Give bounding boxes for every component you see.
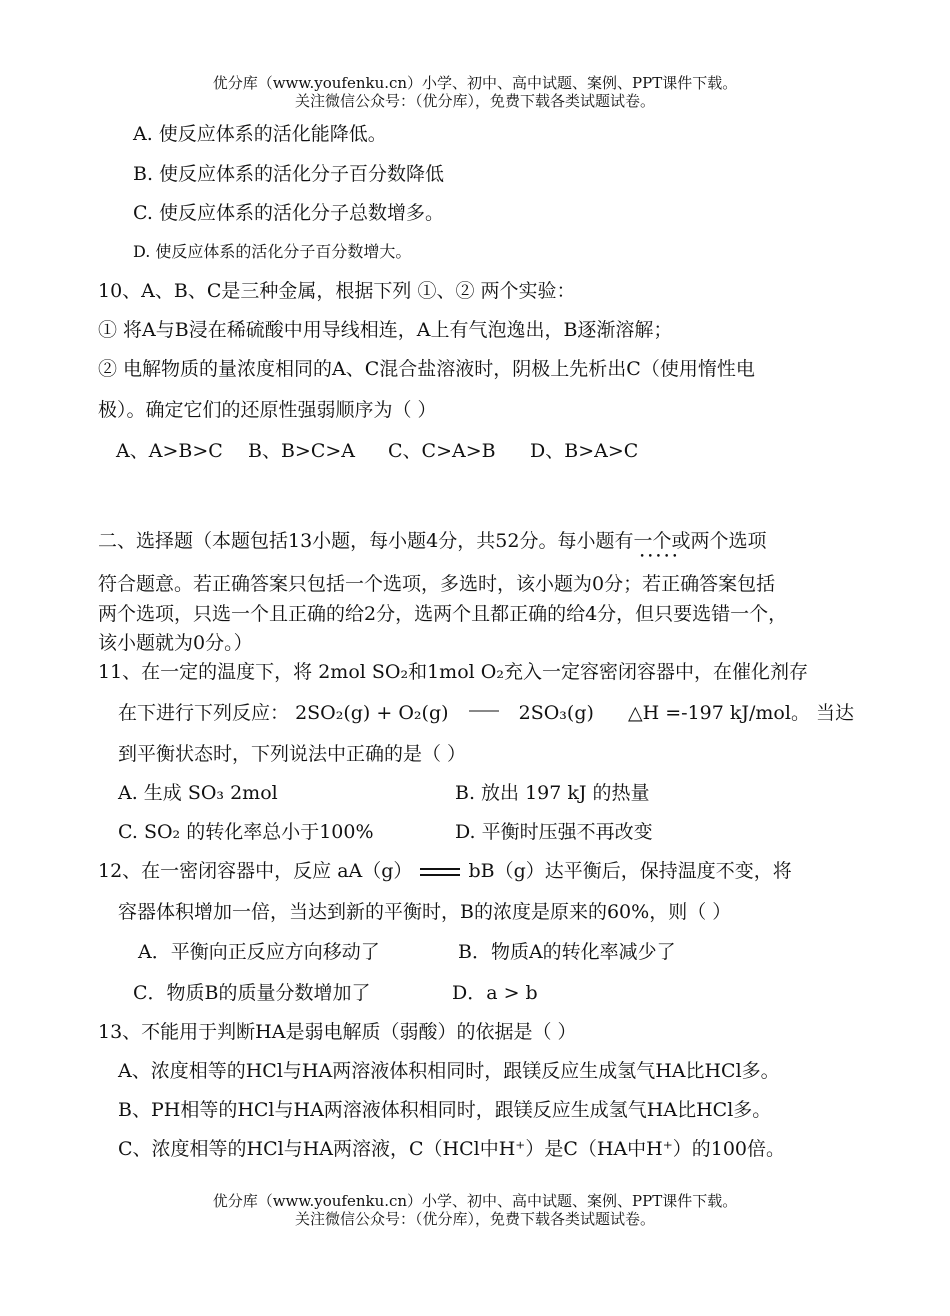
q11-reactants: 2SO₂(g) + O₂(g) <box>295 702 449 724</box>
q9-option-a: A. 使反应体系的活化能降低。 <box>133 123 387 145</box>
q12-stem-a: 12、在一密闭容器中，反应 aA（g） <box>98 860 413 882</box>
q10-stem: 10、A、B、C是三种金属，根据下列 ①、② 两个实验： <box>98 280 576 302</box>
q13-option-c: C、浓度相等的HCl与HA两溶液，C（HCl中H⁺）是C（HA中H⁺）的100倍。 <box>118 1138 786 1160</box>
q9-option-c: C. 使反应体系的活化分子总数增多。 <box>133 202 444 224</box>
equilibrium-arrow-icon <box>418 865 462 879</box>
section-2-text-a: 二、选择题（本题包括13小题，每小题4分，共52分。每小题有 <box>98 530 634 552</box>
section-2-text-b: 选项 <box>728 530 767 552</box>
q10-experiment-2: ② 电解物质的量浓度相同的A、C混合盐溶液时，阴极上先析出C（使用惰性电 <box>98 358 755 380</box>
q13-stem: 13、不能用于判断HA是弱电解质（弱酸）的依据是（ ） <box>98 1021 577 1043</box>
q11-option-a: A. 生成 SO₃ 2mol <box>118 782 278 804</box>
q11-stem: 11、在一定的温度下，将 2mol SO₂和1mol O₂充入一定容密闭容器中，在催化剂存 <box>98 661 808 683</box>
footer-line-1: 优分库（www.youfenku.cn）小学、初中、高中试题、案例、PPT课件下载。 <box>212 1192 738 1210</box>
section-2-instructions-line-2: 符合题意。若正确答案只包括一个选项，多选时，该小题为0分；若正确答案包括 <box>98 573 776 595</box>
q10-experiment-2-cont: 极）。确定它们的还原性强弱顺序为（ ） <box>98 399 437 421</box>
q10-option-d: D、B>A>C <box>530 440 639 462</box>
header-line-1: 优分库（www.youfenku.cn）小学、初中、高中试题、案例、PPT课件下载。 <box>212 74 738 92</box>
q12-option-c: C．物质B的质量分数增加了 <box>133 982 371 1004</box>
q12-stem-b: bB（g）达平衡后，保持温度不变，将 <box>468 860 792 882</box>
q11-question: 到平衡状态时，下列说法中正确的是（ ） <box>118 743 467 765</box>
section-2-instructions-line-1 <box>98 529 766 553</box>
q12-option-d: D．a > b <box>452 982 538 1004</box>
q11-option-d: D. 平衡时压强不再改变 <box>455 821 653 843</box>
q9-option-d: D. 使反应体系的活化分子百分数增大。 <box>133 242 412 261</box>
q13-option-a: A、浓度相等的HCl与HA两溶液体积相同时，跟镁反应生成氢气HA比HCl多。 <box>118 1060 780 1082</box>
q12-stem <box>98 859 792 883</box>
q10-option-a: A、A>B>C <box>116 440 223 462</box>
q11-option-b: B. 放出 197 kJ 的热量 <box>455 782 650 804</box>
section-2-instructions-line-3: 两个选项，只选一个且正确的给2分，选两个且都正确的给4分，但只要选错一个， <box>98 603 788 625</box>
q11-option-c: C. SO₂ 的转化率总小于100% <box>118 821 374 843</box>
q11-reaction-line <box>118 701 854 725</box>
q12-option-b: B．物质A的转化率减少了 <box>458 941 676 963</box>
q11-product: 2SO₃(g) <box>518 702 594 724</box>
q10-experiment-1: ① 将A与B浸在稀硫酸中用导线相连，A上有气泡逸出，B逐渐溶解； <box>98 319 673 341</box>
section-2-emphasis: 一个或两个 • • <box>633 530 728 552</box>
q13-option-b: B、PH相等的HCl与HA两溶液体积相同时，跟镁反应生成氢气HA比HCl多。 <box>118 1099 772 1121</box>
equilibrium-arrow-icon <box>469 710 499 718</box>
section-2-instructions-line-4: 该小题就为0分。） <box>98 632 253 654</box>
footer-line-2: 关注微信公众号：（优分库），免费下载各类试题试卷。 <box>294 1210 655 1228</box>
q10-option-b: B、B>C>A <box>248 440 356 462</box>
q11-reaction-prefix: 在下进行下列反应： <box>118 702 290 724</box>
header-line-2: 关注微信公众号：（优分库），免费下载各类试题试卷。 <box>294 92 655 110</box>
q12-stem-line-2: 容器体积增加一倍，当达到新的平衡时，B的浓度是原来的60%，则（ ） <box>118 901 732 923</box>
q10-option-c: C、C>A>B <box>388 440 496 462</box>
q11-enthalpy: △H =-197 kJ/mol。 当达 <box>628 702 854 724</box>
q12-option-a: A．平衡向正反应方向移动了 <box>138 941 380 963</box>
q9-option-b: B. 使反应体系的活化分子百分数降低 <box>133 163 445 185</box>
